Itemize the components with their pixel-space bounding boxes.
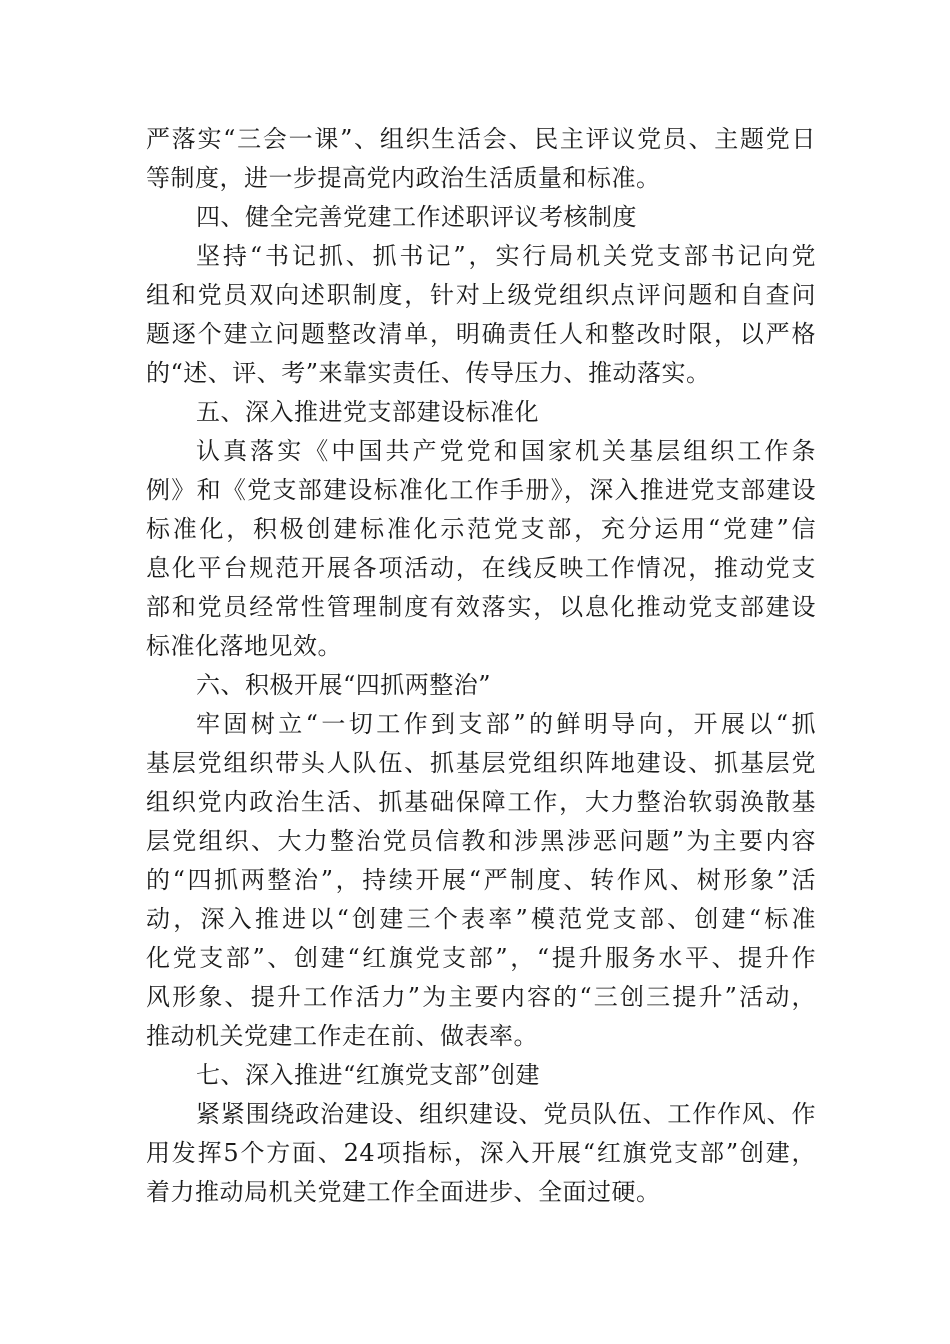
paragraph-line: 息化平台规范开展各项活动，在线反映工作情况，推动党支 (146, 554, 816, 582)
paragraph-line: 等制度，进一步提高党内政治生活质量和标准。 (146, 164, 661, 192)
paragraph-line: 用发挥5个方面、24项指标，深入开展“红旗党支部”创建， (146, 1139, 816, 1167)
paragraph-line: 部和党员经常性管理制度有效落实，以息化推动党支部建设 (146, 593, 816, 621)
paragraph-line: 牢固树立“一切工作到支部”的鲜明导向，开展以“抓 (196, 710, 816, 738)
paragraph-line: 风形象、提升工作活力”为主要内容的“三创三提升”活动， (146, 983, 816, 1011)
paragraph-line: 坚持“书记抓、抓书记”，实行局机关党支部书记向党 (196, 242, 816, 270)
section-heading: 四、健全完善党建工作述职评议考核制度 (196, 203, 637, 231)
section-heading: 五、深入推进党支部建设标准化 (196, 398, 539, 426)
paragraph-line: 紧紧围绕政治建设、组织建设、党员队伍、工作作风、作 (196, 1100, 816, 1128)
paragraph-line: 严落实“三会一课”、组织生活会、民主评议党员、主题党日 (146, 125, 816, 153)
paragraph-line: 化党支部”、创建“红旗党支部”，“提升服务水平、提升作 (146, 944, 816, 972)
paragraph-line: 例》和《党支部建设标准化工作手册》，深入推进党支部建设 (146, 476, 816, 504)
paragraph-line: 标准化落地见效。 (146, 632, 342, 660)
paragraph-line: 的“四抓两整治”，持续开展“严制度、转作风、树形象”活 (146, 866, 816, 894)
section-heading: 七、深入推进“红旗党支部”创建 (196, 1061, 541, 1089)
paragraph-line: 基层党组织带头人队伍、抓基层党组织阵地建设、抓基层党 (146, 749, 816, 777)
paragraph-line: 认真落实《中国共产党党和国家机关基层组织工作条 (196, 437, 816, 465)
section-heading: 六、积极开展“四抓两整治” (196, 671, 492, 699)
paragraph-line: 动，深入推进以“创建三个表率”模范党支部、创建“标准 (146, 905, 816, 933)
paragraph-line: 题逐个建立问题整改清单，明确责任人和整改时限，以严格 (146, 320, 816, 348)
paragraph-line: 标准化，积极创建标准化示范党支部，充分运用“党建”信 (146, 515, 816, 543)
paragraph-line: 组和党员双向述职制度，针对上级党组织点评问题和自查问 (146, 281, 816, 309)
paragraph-line: 层党组织、大力整治党员信教和涉黑涉恶问题”为主要内容 (146, 827, 816, 855)
paragraph-line: 推动机关党建工作走在前、做表率。 (146, 1022, 538, 1050)
paragraph-line: 着力推动局机关党建工作全面进步、全面过硬。 (146, 1178, 661, 1206)
paragraph-line: 组织党内政治生活、抓基础保障工作，大力整治软弱涣散基 (146, 788, 816, 816)
paragraph-line: 的“述、评、考”来靠实责任、传导压力、推动落实。 (146, 359, 711, 387)
